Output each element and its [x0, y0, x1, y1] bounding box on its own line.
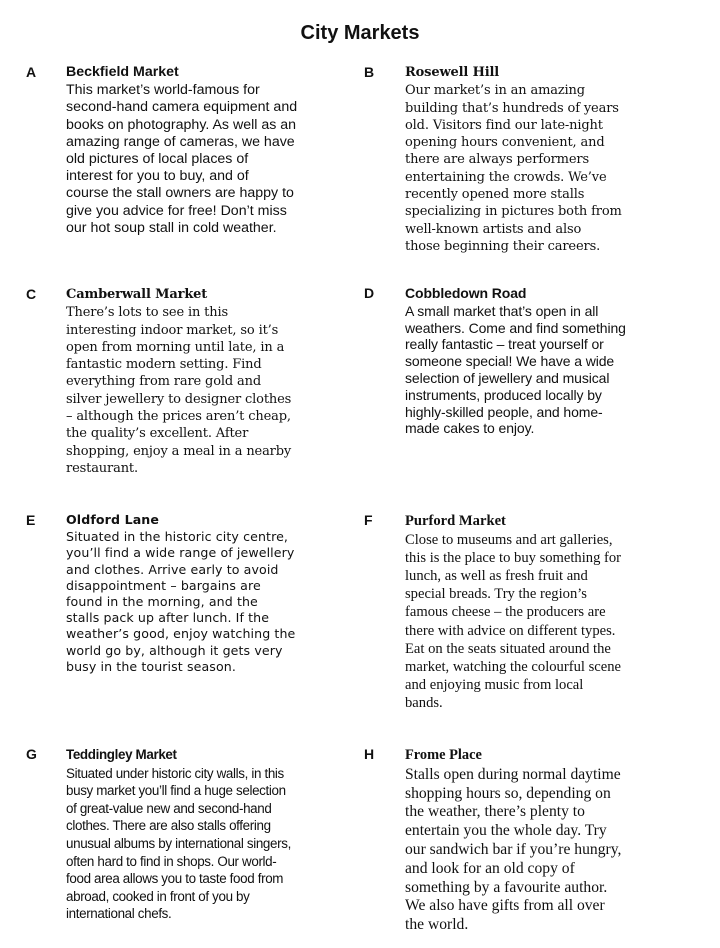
description-line: and enjoying music from local	[405, 676, 584, 693]
description-line: the weather, there’s plenty to	[405, 803, 585, 821]
entry-text	[66, 746, 316, 923]
market-name: Rosewell Hill	[405, 65, 500, 80]
market-description	[66, 529, 316, 675]
market-name: Purford Market	[405, 513, 506, 529]
entry-letter: C	[26, 286, 37, 302]
description-line: food area allows you to taste food from	[66, 871, 284, 887]
entry-letter: F	[364, 512, 373, 528]
description-line: A small market that’s open in all	[405, 302, 599, 319]
description-line: everything from rare gold and	[66, 374, 262, 390]
description-line: unusual albums by international singers,	[66, 835, 291, 851]
description-line: Eat on the seats situated around the	[405, 640, 611, 657]
description-line: busy in the tourist season.	[66, 658, 236, 674]
description-line: specializing in pictures both from	[405, 204, 622, 220]
market-description	[405, 303, 657, 437]
description-line: give you advice for free! Don’t miss	[66, 202, 287, 219]
market-name: Teddingley Market	[66, 747, 177, 762]
description-line: interest for you to buy, and of	[66, 168, 249, 185]
description-line: and clothes. Arrive early to avoid	[66, 561, 279, 577]
market-name: Frome Place	[405, 747, 482, 763]
entry-text	[405, 64, 657, 255]
description-line: opening hours convenient, and	[405, 135, 605, 151]
description-line: there with advice on different types.	[405, 622, 616, 639]
description-line: course the stall owners are happy to	[66, 185, 294, 202]
description-line: made cakes to enjoy.	[405, 420, 535, 437]
description-line: and look for an old copy of	[405, 859, 575, 877]
description-line: the world.	[405, 916, 469, 934]
description-line: busy market you’ll find a huge selection	[66, 783, 286, 799]
description-line: second-hand camera equipment and	[66, 99, 298, 116]
description-line: often hard to find in shops. Our world-	[66, 853, 277, 869]
market-description	[66, 82, 316, 237]
market-name: Camberwall Market	[66, 287, 208, 302]
description-line: Close to museums and art galleries,	[405, 532, 613, 549]
description-line: We also have gifts from all over	[405, 897, 605, 915]
description-line: bands.	[405, 694, 443, 711]
entry-text	[66, 512, 316, 675]
market-description	[66, 765, 316, 923]
entry-letter: E	[26, 512, 36, 528]
description-line: – although the prices aren’t cheap,	[66, 409, 291, 425]
entry-letter: B	[364, 64, 375, 80]
entry-letter: D	[364, 285, 375, 301]
market-description	[405, 82, 657, 255]
description-line: there are always performers	[405, 152, 589, 168]
description-line: recently opened more stalls	[405, 187, 585, 203]
description-line: this is the place to buy something for	[405, 550, 622, 567]
description-line: special breads. Try the region’s	[405, 586, 587, 603]
description-line: open from morning until late, in a	[66, 339, 285, 355]
description-line: abroad, cooked in front of you by	[66, 888, 250, 904]
description-line: the quality’s excellent. After	[66, 426, 249, 442]
description-line: amazing range of cameras, we have	[66, 133, 295, 150]
description-line: highly-skilled people, and home-	[405, 403, 603, 420]
market-name: Beckfield Market	[66, 64, 179, 80]
description-line: stalls pack up after lunch. If the	[66, 610, 270, 626]
entry-letter: H	[364, 746, 375, 762]
description-line: something by a favourite author.	[405, 878, 608, 896]
market-name: Cobbledown Road	[405, 285, 527, 301]
description-line: Situated in the historic city centre,	[66, 529, 289, 545]
entry-text	[405, 285, 657, 437]
description-line: market, watching the colourful scene	[405, 658, 621, 675]
description-line: interesting indoor market, so it’s	[66, 322, 279, 338]
market-name: Oldford Lane	[66, 512, 160, 527]
description-line: shopping hours so, depending on	[405, 784, 611, 802]
description-line: Situated under historic city walls, in this	[66, 765, 284, 781]
description-line: instruments, produced locally by	[405, 386, 602, 403]
description-line: our sandwich bar if you’re hungry,	[405, 840, 622, 858]
description-line: silver jewellery to designer clothes	[66, 391, 292, 407]
entry-text	[405, 512, 657, 712]
description-line: weathers. Come and find something	[405, 319, 626, 336]
description-line: international chefs.	[66, 906, 172, 922]
description-line: those beginning their careers.	[405, 238, 601, 254]
description-line: building that’s hundreds of years	[405, 100, 619, 116]
description-line: our hot soup stall in cold weather.	[66, 219, 277, 236]
description-line: disappointment – bargains are	[66, 577, 261, 593]
description-line: There’s lots to see in this	[66, 305, 229, 321]
description-line: found in the morning, and the	[66, 594, 258, 610]
entry-letter: G	[26, 746, 37, 762]
entry-letter: A	[26, 64, 37, 80]
description-line: This market’s world-famous for	[66, 82, 260, 99]
description-line: Stalls open during normal daytime	[405, 765, 621, 783]
entry-text	[66, 64, 316, 237]
market-description	[66, 304, 316, 477]
description-line: shopping, enjoy a meal in a nearby	[66, 443, 292, 459]
page-title: City Markets	[300, 22, 420, 44]
description-line: old pictures of local places of	[66, 151, 249, 168]
description-line: someone special! We have a wide	[405, 353, 615, 370]
description-line: selection of jewellery and musical	[405, 369, 610, 386]
market-description	[405, 766, 657, 935]
description-line: books on photography. As well as an	[66, 116, 297, 133]
description-line: you’ll find a wide range of jewellery	[66, 545, 295, 561]
description-line: old. Visitors find our late-night	[405, 117, 603, 133]
description-line: well-known artists and also	[405, 221, 582, 237]
market-description	[405, 531, 657, 712]
description-line: world go by, although it gets very	[66, 642, 283, 658]
description-line: Our market’s in an amazing	[405, 83, 585, 99]
description-line: clothes. There are also stalls offering	[66, 818, 271, 834]
description-line: lunch, as well as fresh fruit and	[405, 568, 588, 585]
entry-text	[66, 286, 316, 477]
description-line: really fantastic – treat yourself or	[405, 336, 604, 353]
description-line: weather’s good, enjoy watching the	[66, 626, 296, 642]
description-line: fantastic modern setting. Find	[66, 357, 262, 373]
description-line: of great-value new and second-hand	[66, 800, 272, 816]
description-line: entertaining the crowds. We’ve	[405, 169, 607, 185]
description-line: entertain you the whole day. Try	[405, 822, 607, 840]
description-line: restaurant.	[66, 460, 138, 476]
description-line: famous cheese – the producers are	[405, 604, 606, 621]
entry-text	[405, 746, 657, 935]
